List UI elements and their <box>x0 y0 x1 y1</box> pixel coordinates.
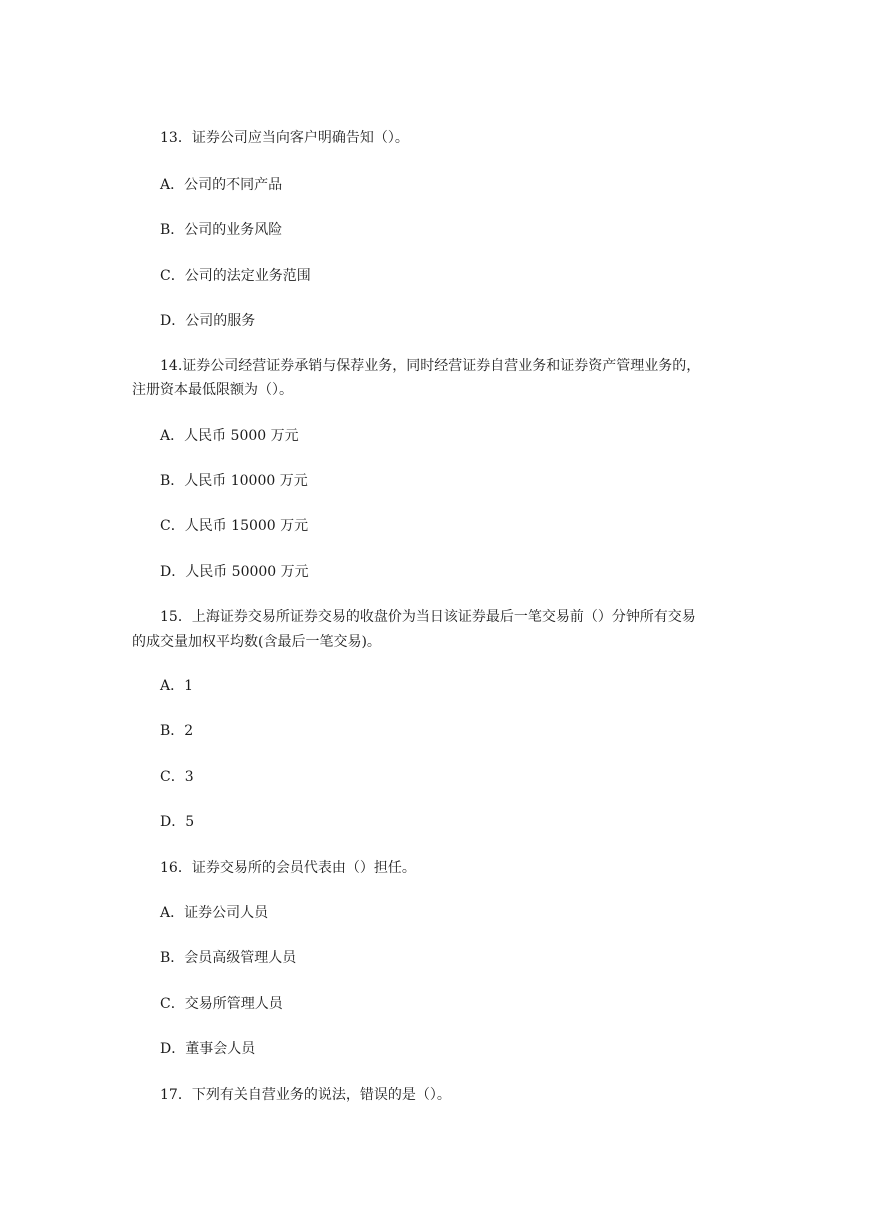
question-15-stem-line1: 15．上海证券交易所证券交易的收盘价为当日该证券最后一笔交易前（）分钟所有交易 <box>160 609 696 625</box>
question-14-option-b: B．人民币 10000 万元 <box>160 473 308 489</box>
question-15-option-a: A．1 <box>160 678 194 694</box>
question-14-option-a: A．人民币 5000 万元 <box>160 428 299 444</box>
question-14-stem-line2: 注册资本最低限额为（）。 <box>132 382 293 398</box>
question-16-option-c: C．交易所管理人员 <box>160 996 283 1012</box>
question-13-option-a: A．公司的不同产品 <box>160 177 283 193</box>
question-14-option-d: D．人民币 50000 万元 <box>160 564 309 580</box>
question-15-option-b: B．2 <box>160 723 194 739</box>
question-15-stem-line2: 的成交量加权平均数(含最后一笔交易)。 <box>132 634 381 650</box>
question-15-option-d: D．5 <box>160 814 195 830</box>
question-16-option-d: D．董事会人员 <box>160 1041 256 1057</box>
question-15-option-c: C．3 <box>160 769 194 785</box>
question-16-option-b: B．会员高级管理人员 <box>160 950 297 966</box>
question-16-option-a: A．证券公司人员 <box>160 905 269 921</box>
question-13-option-d: D．公司的服务 <box>160 313 256 329</box>
question-13-option-b: B．公司的业务风险 <box>160 222 283 238</box>
question-16-stem: 16．证券交易所的会员代表由（）担任。 <box>160 860 416 876</box>
question-13-option-c: C．公司的法定业务范围 <box>160 268 311 284</box>
question-13-stem: 13．证券公司应当向客户明确告知（）。 <box>160 130 409 146</box>
question-14-option-c: C．人民币 15000 万元 <box>160 518 309 534</box>
question-17-stem: 17．下列有关自营业务的说法，错误的是（）。 <box>160 1087 451 1103</box>
question-14-stem-line1: 14.证券公司经营证券承销与保荐业务，同时经营证券自营业务和证券资产管理业务的， <box>160 358 701 374</box>
